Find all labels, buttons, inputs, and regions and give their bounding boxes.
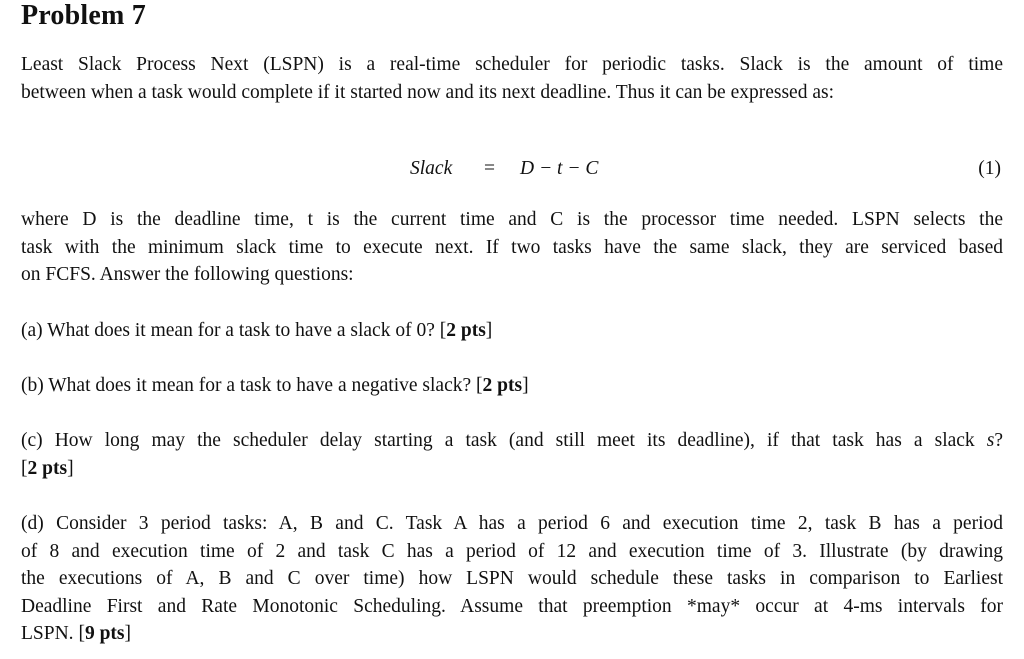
- question-b-points: 2 pts: [482, 375, 523, 396]
- equation-number: (1): [978, 158, 1001, 179]
- question-b-text: (b) What does it mean for a task to have a negative slack?: [21, 375, 472, 396]
- question-c-line-1: (c) How long may the scheduler delay starting a task (and still meet its deadline), if that task has a slack s?: [21, 430, 1004, 451]
- question-d-points: 9 pts: [84, 623, 125, 645]
- question-d-line-4: Deadline First and Rate Monotonic Scheduling. Assume that preemption *may* occur at 4-ms intervals for: [21, 595, 1003, 617]
- equation-operator: =: [484, 158, 495, 179]
- question-c: [21, 427, 1003, 482]
- question-c-variable: s: [986, 430, 995, 451]
- question-a-text: (a) What does it mean for a task to have a slack of 0?: [21, 320, 435, 341]
- question-b-line: (b) What does it mean for a task to have a negative slack? [2 pts]: [21, 375, 529, 396]
- question-c-line-2: [2 pts]: [21, 457, 74, 479]
- intro-line-1: Least Slack Process Next (LSPN) is a real-time scheduler for periodic tasks. Slack is the amount of time: [21, 54, 1003, 75]
- equation-rhs: D − t − C: [520, 158, 599, 179]
- explanation-paragraph: [21, 206, 1003, 289]
- question-a-line: (a) What does it mean for a task to have a slack of 0? [2 pts]: [21, 320, 493, 341]
- problem-title: Problem 7: [21, 0, 146, 31]
- question-c-points: 2 pts: [27, 457, 68, 479]
- question-d-line-5-text: LSPN.: [21, 623, 74, 645]
- question-c-text: (c) How long may the scheduler delay starting a task (and still meet its deadline), if that task has a slack: [21, 430, 975, 451]
- question-d-line-5: LSPN. [9 pts]: [21, 623, 131, 645]
- slack-equation: [0, 156, 1024, 186]
- question-b: [21, 372, 1003, 400]
- question-d-line-3: the executions of A, B and C over time) how LSPN would schedule these tasks in comparison to Earliest: [21, 568, 1003, 590]
- intro-line-2: between when a task would complete if it started now and its next deadline. Thus it can be expressed as:: [21, 81, 834, 103]
- intro-paragraph: [21, 51, 1003, 106]
- question-a-points: 2 pts: [446, 320, 486, 341]
- equation-lhs: Slack: [410, 158, 453, 179]
- question-a: [21, 317, 1003, 345]
- question-d: [21, 510, 1003, 648]
- question-d-line-2: of 8 and execution time of 2 and task C has a period of 12 and execution time of 3. Illustrate (by drawing: [21, 540, 1003, 562]
- question-d-line-1: (d) Consider 3 period tasks: A, B and C. Task A has a period 6 and execution time 2, task B has a period: [21, 513, 1003, 534]
- explanation-line-3: on FCFS. Answer the following questions:: [21, 264, 354, 286]
- explanation-line-1: where D is the deadline time, t is the current time and C is the processor time needed. LSPN selects the: [21, 209, 1003, 230]
- explanation-line-2: task with the minimum slack time to execute next. If two tasks have the same slack, they are serviced based: [21, 236, 1003, 258]
